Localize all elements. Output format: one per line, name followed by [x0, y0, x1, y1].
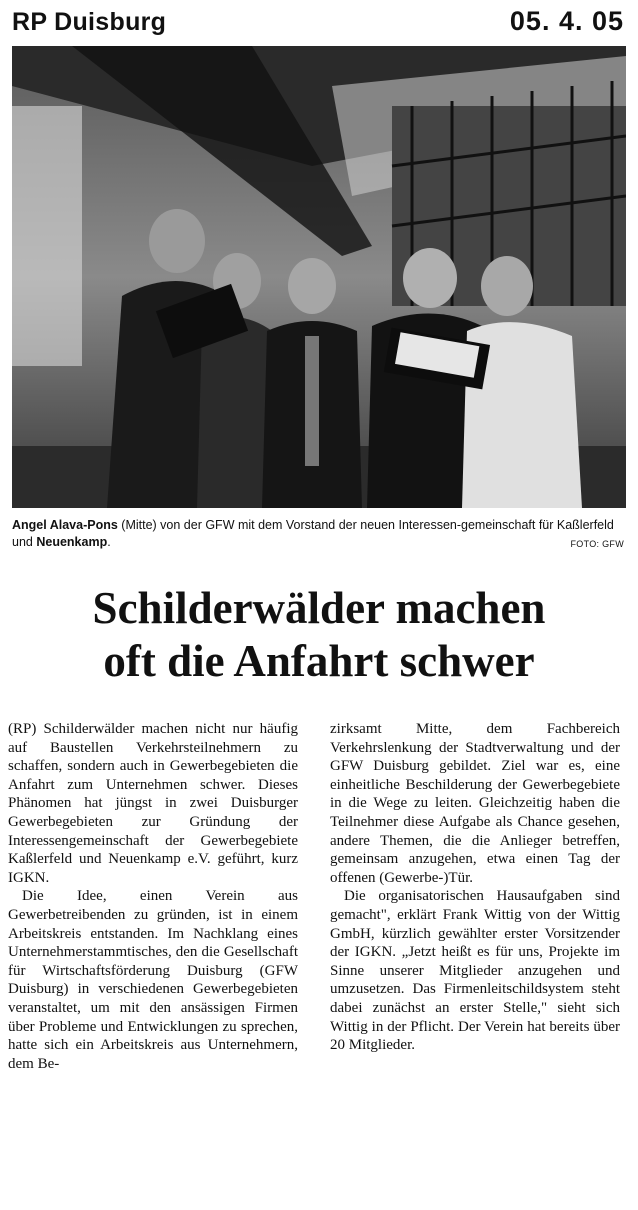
caption-person-name: Angel Alava-Pons: [12, 518, 118, 532]
paragraph: Die organisatorischen Hausaufgaben sind gemacht", erklärt Frank Wittig von der Wittig GmbH, kürzlich gewählter erster Vorsitzender der IGKN. „Jetzt heißt es für uns, Projekte im Sinne unserer Mitglieder anzugehen und umzusetzen. Das Firmenleitschildsystem steht dabei zunächst an erster Stelle," sieht sich Wittig in der Pflicht. Der Verein hat bereits über 20 Mitglieder.: [330, 888, 620, 1054]
paragraph: Die Idee, einen Verein aus Gewerbetreibenden zu gründen, ist in einem Arbeitskreis entstanden. Im Nachklang eines Unternehmerstammtisches, den die Gesellschaft für Wirtschaftsförderung Duisburg (GFW Duisburg) in verschiedenen Gewerbegebieten veranstaltet, um mit den ansässigen Firmen über Probleme und Entwicklungen zu sprechen, hatte sich ein Arbeitskreis aus Unternehmern, dem Be-: [8, 888, 298, 1072]
column-left: [8, 720, 298, 1073]
column-right: [330, 720, 620, 1055]
caption-text-end: .: [107, 535, 111, 549]
photo-credit: FOTO: GFW: [570, 539, 624, 549]
headline-line-1: Schilderwälder machen: [92, 583, 546, 633]
photo-caption: [12, 517, 626, 551]
masthead: [10, 6, 630, 42]
article-photo: [12, 46, 626, 508]
caption-text: (Mitte) von der GFW mit dem Vorstand der neuen Interessen-gemeinschaft für Kaßlerfeld und: [12, 518, 614, 549]
caption-place: Neuenkamp: [36, 535, 108, 549]
paper-name: RP Duisburg: [12, 8, 167, 36]
headline-line-2: oft die Anfahrt schwer: [103, 636, 535, 686]
group-photo-icon: [12, 46, 626, 508]
publication-date: 05. 4. 05: [509, 6, 624, 36]
article-headline: [0, 582, 638, 688]
paragraph: (RP) Schilderwälder machen nicht nur häufig auf Baustellen Verkehrsteilnehmern zu schaffen, sondern auch in Gewerbegebieten die Anfahrt zum Unternehmen schwer. Dieses Phänomen hat jüngst in zwei Duisburger Gewerbegebieten zur Gründung der Interessengemeinschaft der Gewerbegebiete Kaßlerfeld und Neuenkamp e.V. geführt, kurz IGKN.: [8, 721, 298, 886]
paragraph: zirksamt Mitte, dem Fachbereich Verkehrslenkung der Stadtverwaltung und der GFW Duisburg gebildet. Ziel war es, eine einheitliche Beschilderung der Gewerbegebiete in die Wege zu leiten. Gleichzeitig haben die Teilnehmer diese Aufgabe als Chance gesehen, andere Themen, die die Anlieger betreffen, gemeinsam anzugehen, etwa einen Tag der offenen (Gewerbe-)Tür.: [330, 721, 620, 886]
